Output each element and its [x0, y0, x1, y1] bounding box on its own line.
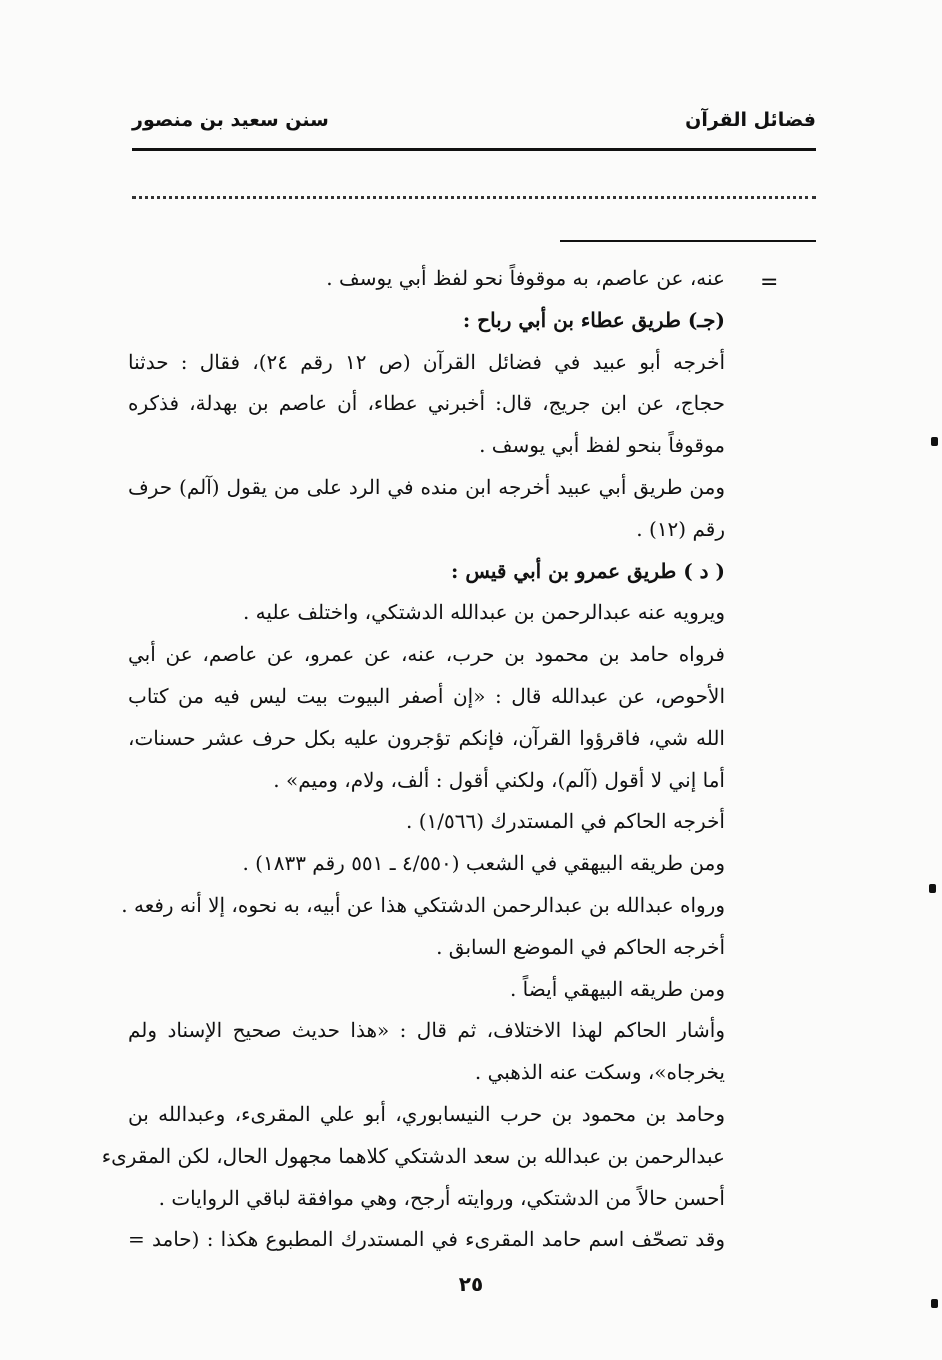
text-line: عنه، عن عاصم، به موقوفاً نحو لفظ أبي يوسف .: [326, 266, 725, 290]
page-header: [132, 100, 816, 140]
page-number: ٢٥: [458, 1272, 484, 1296]
continuation-mark: =: [760, 270, 779, 295]
text-line: يخرجاه»، وسكت عنه الذهبي .: [474, 1060, 725, 1085]
section-heading-c: (جـ) طريق عطاء بن أبي رباح :: [462, 307, 725, 332]
text-line: أخرجه الحاكم في الموضع السابق .: [436, 934, 725, 959]
text-line: أما إني لا أقول (آلم)، ولكني أقول : ألف، ولام، وميم» .: [273, 767, 725, 792]
text-line: الله شي، فاقرؤوا القرآن، فإنكم تؤجرون عليه بكل حرف عشر حسنات،: [128, 725, 725, 750]
text-line: أحسن حالاً من الدشتكي، وروايته أرجح، وهي موافقة لباقي الروايات .: [158, 1185, 725, 1210]
margin-mark: [931, 1299, 938, 1308]
text-line: ومن طريق أبي عبيد أخرجه ابن منده في الرد على من يقول (آلم) حرف: [128, 474, 725, 499]
text-line: ورواه عبدالله بن عبدالرحمن الدشتكي هذا عن أبيه، به نحوه، إلا أنه رفعه .: [121, 892, 725, 917]
text-line: وأشار الحاكم لهذا الاختلاف، ثم قال : «هذا حديث صحيح الإسناد ولم: [128, 1018, 725, 1043]
footnote-body: [101, 258, 725, 1261]
footnote-rule: [560, 240, 816, 242]
dotted-separator: [132, 196, 816, 199]
text-line: عبدالرحمن بن عبدالله بن سعد الدشتكي كلاهما مجهول الحال، لكن المقرىء: [101, 1143, 725, 1168]
text-line: وقد تصحّف اسم حامد المقرىء في المستدرك المطبوع هكذا : (حامد =: [128, 1227, 725, 1252]
text-line: حجاج، عن ابن جريج، قال: أخبرني عطاء، أن عاصم بن بهدلة، فذكره: [128, 391, 725, 416]
margin-mark: [929, 884, 936, 893]
text-line: رقم (١٢) .: [636, 516, 725, 541]
text-line: ومن طريقه البيهقي في الشعب (٤/٥٥٠ ـ ٥٥١ رقم ١٨٣٣) .: [242, 851, 725, 876]
text-line: ويرويه عنه عبدالرحمن بن عبدالله الدشتكي، واختلف عليه .: [242, 600, 725, 625]
text-line: فرواه حامد بن محمود بن حرب، عنه، عن عمرو، عن عاصم، عن أبي: [128, 642, 725, 667]
text-line: الأحوص، عن عبدالله قال : «إن أصفر البيوت بيت ليس فيه من كتاب: [128, 683, 725, 708]
header-book-title: سنن سعيد بن منصور: [132, 109, 329, 131]
header-rule: [132, 148, 816, 151]
text-line: أخرجه الحاكم في المستدرك (١/٥٦٦) .: [406, 809, 725, 834]
margin-mark: [931, 437, 938, 446]
text-line: وحامد بن محمود بن حرب النيسابوري، أبو علي المقرىء، وعبدالله بن: [128, 1101, 725, 1126]
header-book-section-title: فضائل القرآن: [685, 109, 816, 131]
text-line: أخرجه أبو عبيد في فضائل القرآن (ص ١٢ رقم ٢٤)، فقال : حدثنا: [128, 349, 725, 374]
text-line: ومن طريقه البيهقي أيضاً .: [509, 976, 725, 1001]
text-line: موقوفاً بنحو لفظ أبي يوسف .: [479, 433, 725, 458]
section-heading-d: ( د ) طريق عمرو بن أبي قيس :: [451, 558, 725, 583]
